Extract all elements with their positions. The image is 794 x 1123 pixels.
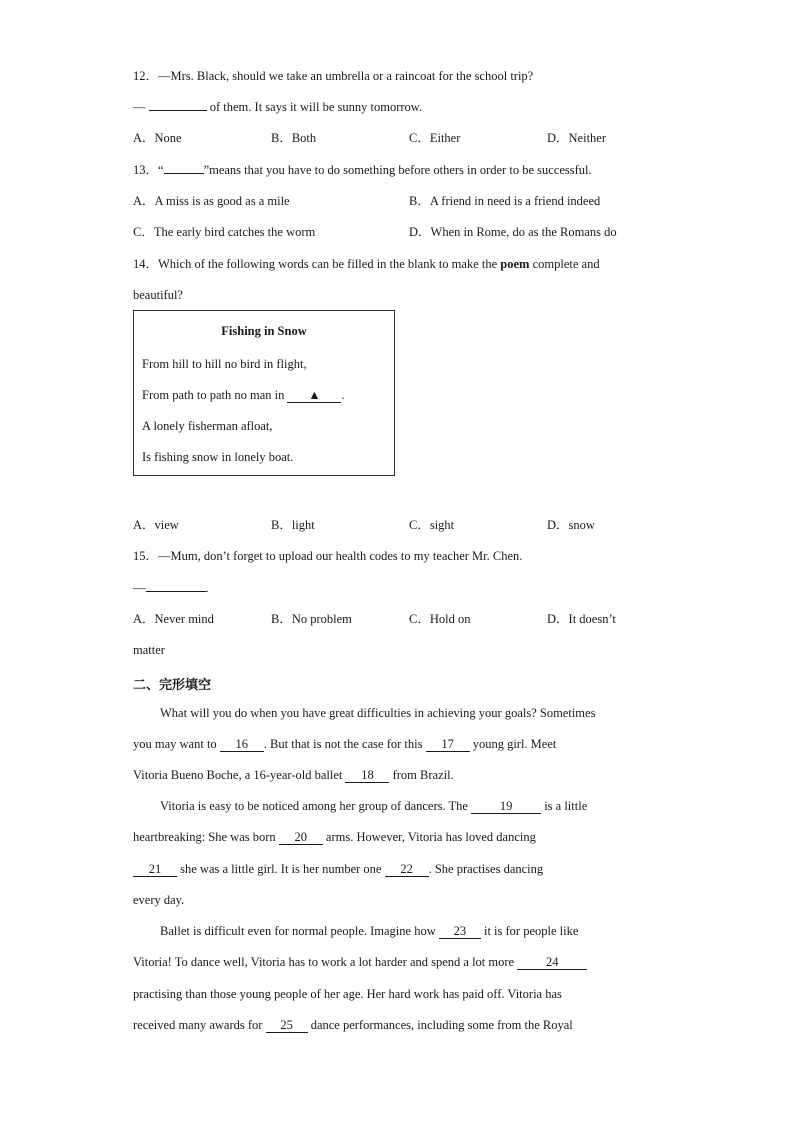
- blank-23: 23: [439, 924, 481, 939]
- passage-text: Vitoria Bueno Boche, a 16-year-old ballet: [133, 768, 346, 782]
- q13-stem-suffix: ”means that you have to do something before others in order to be successful.: [203, 163, 592, 177]
- passage-text: Vitoria! To dance well, Vitoria has to work a lot harder and spend a lot more: [133, 955, 518, 969]
- q14-option-c: C．sight: [409, 518, 455, 532]
- passage-text: from Brazil.: [389, 768, 454, 782]
- q15-option-d-wrap: matter: [133, 643, 165, 657]
- q12-reply-suffix: of them. It says it will be sunny tomorrow.: [206, 100, 423, 114]
- q13-option-c: C．The early bird catches the worm: [133, 225, 316, 239]
- blank-16: 16: [220, 737, 264, 752]
- q15-reply-suffix: .: [205, 581, 209, 595]
- q13-option-a: A．A miss is as good as a mile: [133, 194, 290, 208]
- blank-20: 20: [279, 830, 323, 845]
- passage-p2-line4: every day.: [133, 893, 185, 907]
- q15-stem: 15．—Mum, don’t forget to upload our health codes to my teacher Mr. Chen.: [133, 549, 523, 563]
- q12-reply: [133, 99, 422, 115]
- passage-p1-line2: [133, 736, 556, 752]
- poem-title: Fishing in Snow: [221, 324, 307, 338]
- q15-option-d: D．It doesn’t: [547, 612, 616, 626]
- q13-blank: [164, 173, 204, 174]
- passage-p3-line4: [133, 1017, 573, 1033]
- q13-option-d: D．When in Rome, do as the Romans do: [409, 225, 617, 239]
- blank-21: 21: [133, 862, 177, 877]
- q12-option-b: B．Both: [271, 131, 317, 145]
- q13-stem-prefix: 13．“: [133, 163, 164, 177]
- q15-option-c: C．Hold on: [409, 612, 471, 626]
- poem-line-2-prefix: From path to path no man in: [142, 388, 288, 402]
- passage-text: is a little: [541, 799, 588, 813]
- q14-stem-prefix: 14．Which of the following words can be filled in the blank to make the: [133, 257, 501, 271]
- q15-blank: [146, 591, 206, 592]
- q13-option-b: B．A friend in need is a friend indeed: [409, 194, 601, 208]
- passage-text: you may want to: [133, 737, 220, 751]
- q12-reply-prefix: —: [133, 100, 149, 114]
- poem-box: [133, 310, 395, 476]
- passage-p1-line1: What will you do when you have great difficulties in achieving your goals? Sometimes: [160, 706, 596, 720]
- passage-text: arms. However, Vitoria has loved dancing: [322, 830, 536, 844]
- poem-line-4: Is fishing snow in lonely boat.: [142, 450, 294, 464]
- blank-18: 18: [345, 768, 389, 783]
- passage-text: Vitoria is easy to be noticed among her group of dancers. The: [160, 799, 472, 813]
- q15-option-a: A．Never mind: [133, 612, 214, 626]
- q12-stem: 12．—Mrs. Black, should we take an umbrella or a raincoat for the school trip?: [133, 69, 534, 83]
- blank-19: 19: [471, 799, 541, 814]
- passage-text: she was a little girl. It is her number one: [177, 862, 385, 876]
- q14-option-d: D．snow: [547, 518, 595, 532]
- passage-text: it is for people like: [480, 924, 579, 938]
- passage-text: Ballet is difficult even for normal people. Imagine how: [160, 924, 439, 938]
- poem-blank: [287, 388, 341, 403]
- q12-blank: [149, 110, 207, 111]
- passage-p1-line3: [133, 767, 454, 783]
- blank-25: 25: [266, 1018, 308, 1033]
- passage-p2-line1: [160, 798, 587, 814]
- q14-option-a: A．view: [133, 518, 179, 532]
- passage-p3-line2: [133, 954, 587, 970]
- passage-p2-line3: [133, 861, 543, 877]
- q14-stem-line2: beautiful?: [133, 288, 183, 302]
- q14-stem-suffix: complete and: [529, 257, 600, 271]
- q14-option-b: B．light: [271, 518, 315, 532]
- q12-option-c: C．Either: [409, 131, 461, 145]
- blank-17: 17: [426, 737, 470, 752]
- poem-line-2: [142, 387, 345, 403]
- q13-stem: [133, 162, 592, 178]
- q15-reply: [133, 580, 209, 596]
- triangle-icon: ▲: [308, 388, 321, 402]
- passage-p3-line3: practising than those young people of her age. Her hard work has paid off. Vitoria has: [133, 987, 562, 1001]
- q14-stem-bold: poem: [500, 257, 530, 271]
- q12-option-d: D．Neither: [547, 131, 607, 145]
- passage-p2-line2: [133, 829, 536, 845]
- q12-option-a: A．None: [133, 131, 182, 145]
- q14-stem: [133, 256, 600, 272]
- q15-option-b: B．No problem: [271, 612, 352, 626]
- passage-text: . But that is not the case for this: [263, 737, 426, 751]
- passage-p3-line1: [160, 923, 578, 939]
- passage-text: received many awards for: [133, 1018, 266, 1032]
- passage-text: young girl. Meet: [469, 737, 557, 751]
- blank-24: 24: [517, 955, 587, 970]
- poem-line-1: From hill to hill no bird in flight,: [142, 357, 307, 371]
- poem-line-3: A lonely fisherman afloat,: [142, 419, 273, 433]
- passage-text: . She practises dancing: [428, 862, 544, 876]
- passage-text: dance performances, including some from the Royal: [307, 1018, 573, 1032]
- q15-reply-prefix: —: [133, 581, 146, 595]
- passage-text: heartbreaking: She was born: [133, 830, 279, 844]
- blank-22: 22: [385, 862, 429, 877]
- poem-line-2-suffix: .: [341, 388, 345, 402]
- section-title: 二、完形填空: [133, 678, 212, 693]
